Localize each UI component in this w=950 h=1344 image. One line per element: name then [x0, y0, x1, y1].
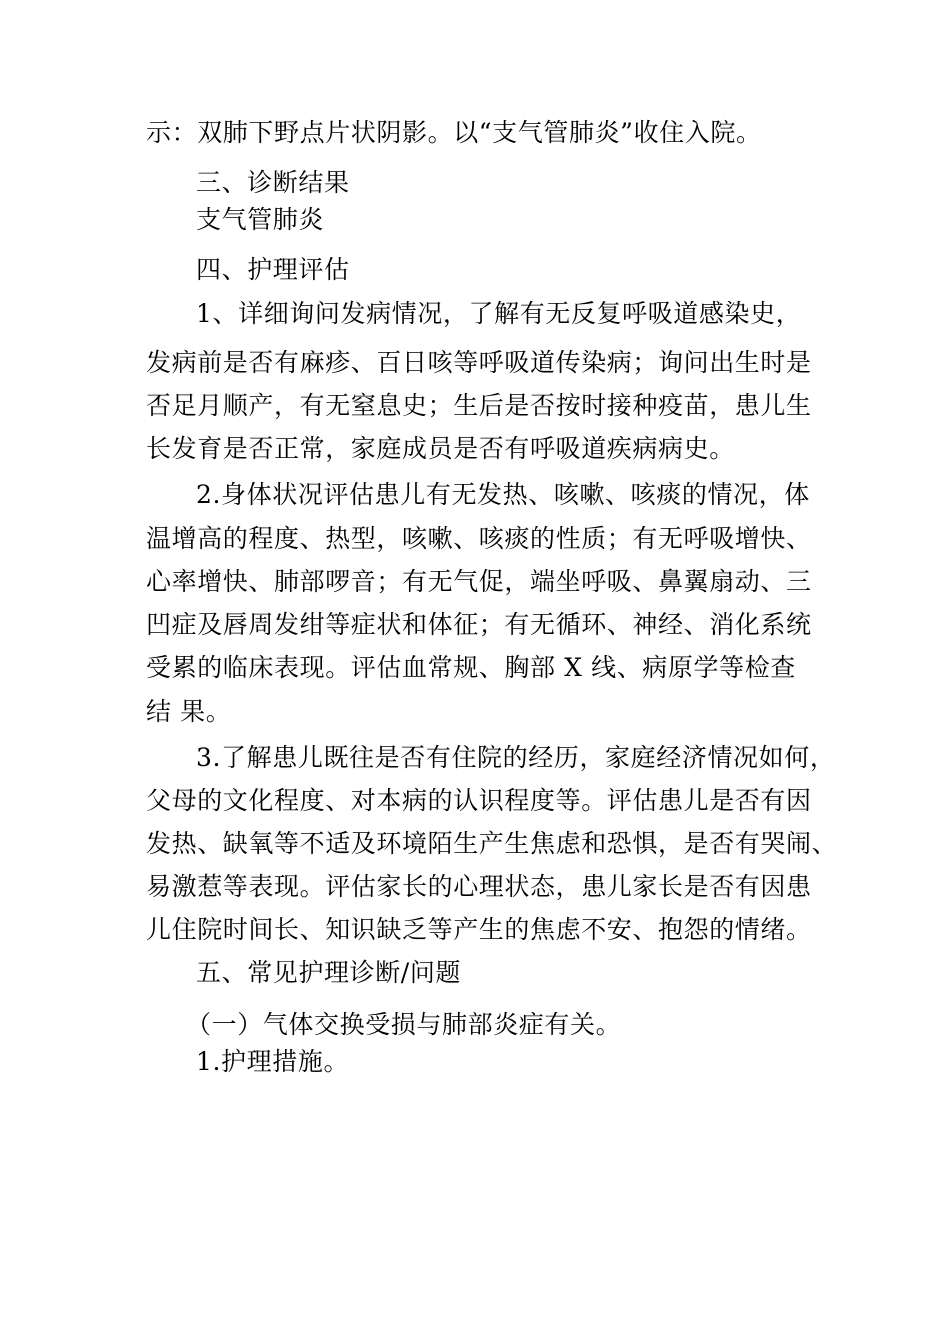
section-heading-assessment: 四、护理评估: [196, 255, 350, 284]
text-line-5: 1、详细询问发病情况，了解有无反复呼吸道感染史，: [196, 299, 802, 328]
text-line-1: 示：双肺下野点片状阴影。以“支气管肺炎”收住入院。: [146, 118, 762, 147]
text-line-11: 心率增快、肺部啰音；有无气促，端坐呼吸、鼻翼扇动、三: [146, 567, 812, 596]
text-line-14: 结 果。: [146, 697, 232, 726]
text-line-6: 发病前是否有麻疹、百日咳等呼吸道传染病；询问出生时是: [146, 348, 812, 377]
text-line-diagnosis: 支气管肺炎: [196, 205, 325, 234]
text-line-10: 温增高的程度、热型，咳嗽、咳痰的性质；有无呼吸增快、: [146, 524, 812, 553]
subheading-gas-exchange: （一）气体交换受损与肺部炎症有关。: [186, 1010, 622, 1039]
text-line-19: 儿住院时间长、知识缺乏等产生的焦虑不安、抱怨的情绪。: [146, 915, 812, 944]
text-line-17: 发热、缺氧等不适及环境陌生产生焦虑和恐惧，是否有哭闹、: [146, 829, 838, 858]
section-heading-diagnosis: 三、诊断结果: [196, 168, 350, 197]
section-heading-nursing-diagnosis: 五、常见护理诊断/问题: [196, 958, 462, 987]
text-line-16: 父母的文化程度、对本病的认识程度等。评估患儿是否有因: [146, 786, 812, 815]
subheading-nursing-measures: 1.护理措施。: [196, 1047, 350, 1076]
text-line-13: 受累的临床表现。评估血常规、胸部 X 线、病原学等检查: [146, 653, 796, 682]
text-line-15: 3.了解患儿既往是否有住院的经历，家庭经济情况如何，: [196, 743, 836, 772]
text-line-18: 易激惹等表现。评估家长的心理状态，患儿家长是否有因患: [146, 872, 812, 901]
text-line-12: 凹症及唇周发绀等症状和体征；有无循环、神经、消化系统: [146, 610, 812, 639]
text-line-8: 长发育是否正常，家庭成员是否有呼吸道疾病病史。: [146, 434, 735, 463]
text-line-7: 否足月顺产，有无窒息史；生后是否按时接种疫苗，患儿生: [146, 391, 812, 420]
text-line-9: 2.身体状况评估患儿有无发热、咳嗽、咳痰的情况，体: [196, 480, 810, 509]
